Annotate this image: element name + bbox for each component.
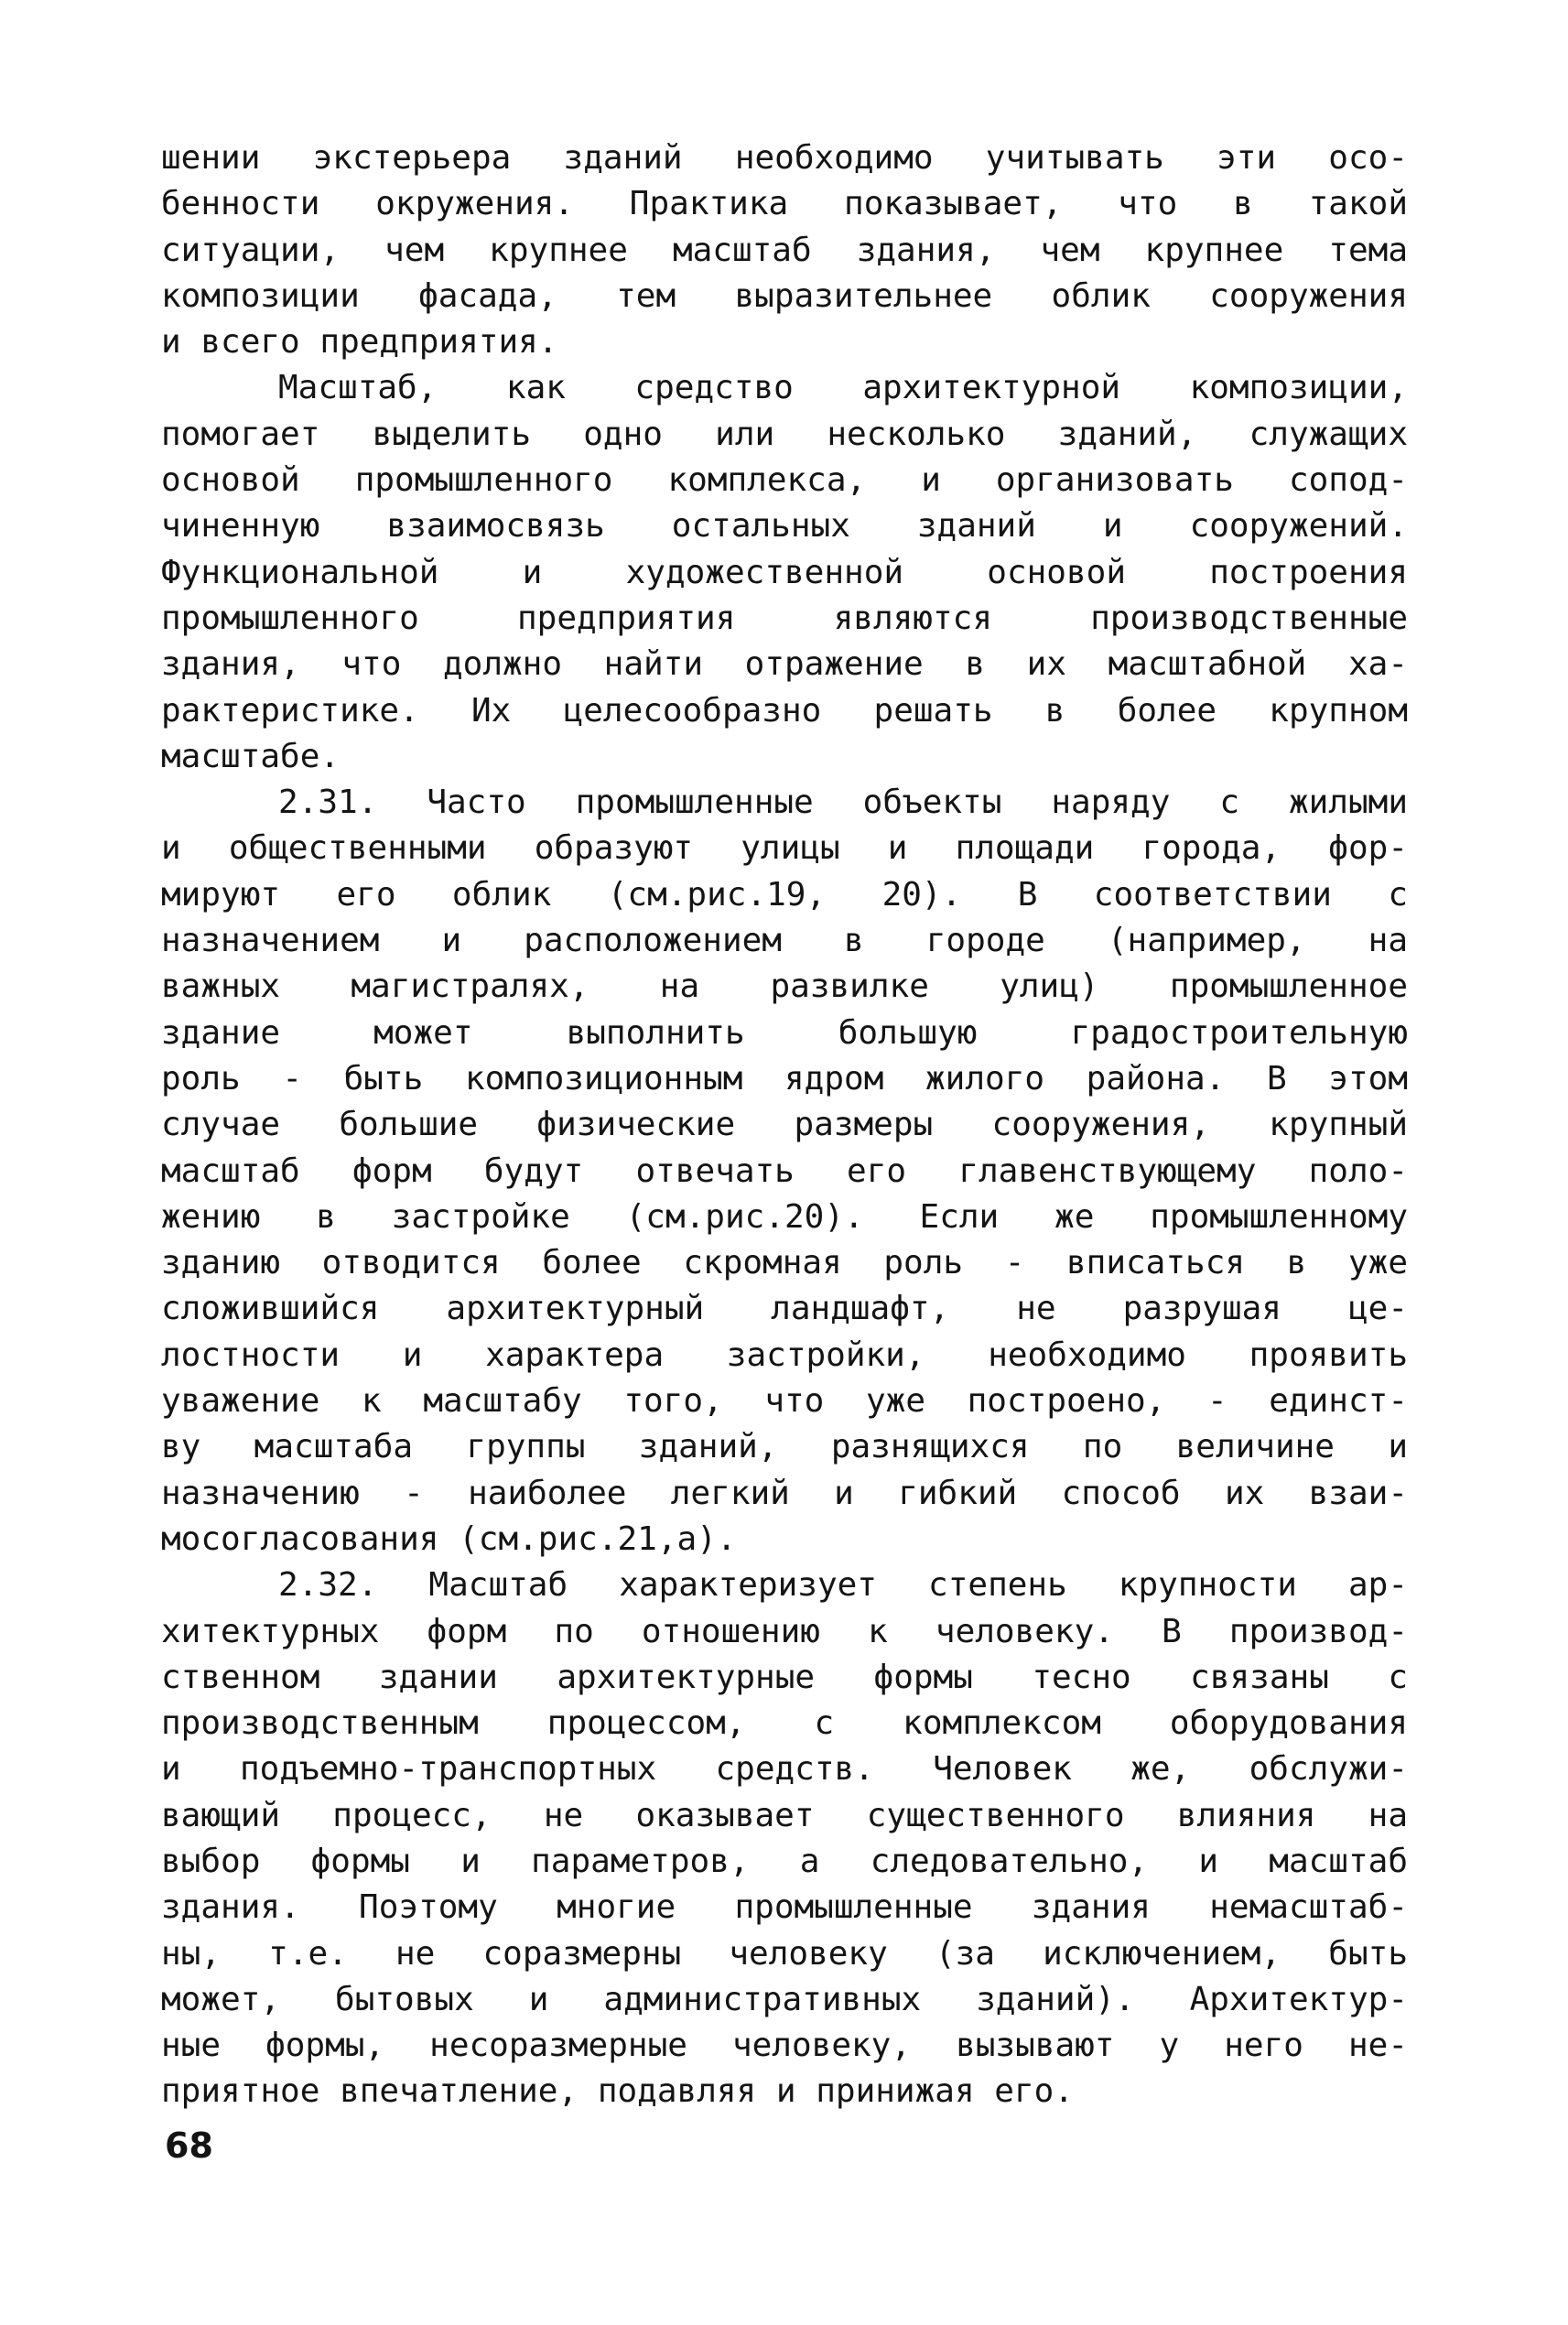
text-line: приятное впечатление, подавляя и принижая его.	[161, 2072, 1074, 2111]
text-line: мосогласования (см.рис.21,а).	[161, 1519, 737, 1558]
text-line: 2.31. Часто промышленные объекты наряду с жилыми	[278, 784, 1408, 822]
page-number: 68	[165, 2125, 213, 2166]
text-line: и всего предприятия.	[161, 323, 558, 362]
text-line: важных магистралях, на развилке улиц) промышленное	[161, 968, 1408, 1006]
text-line: масштаб форм будут отвечать его главенствующему поло-	[161, 1152, 1408, 1190]
text-line: Масштаб, как средство архитектурной композиции,	[278, 369, 1408, 407]
text-line: назначением и расположением в городе (например, на	[161, 922, 1408, 960]
text-line: уважение к масштабу того, что уже построено, - единст-	[161, 1382, 1408, 1421]
text-line: случае большие физические размеры сооружения, крупный	[161, 1106, 1408, 1144]
text-line: ны, т.е. не соразмерны человеку (за исключением, быть	[161, 1934, 1408, 1973]
text-line: производственным процессом, с комплексом оборудования	[161, 1704, 1408, 1743]
text-line: ственном здании архитектурные формы тесно связаны с	[161, 1658, 1408, 1696]
text-line: основой промышленного комплекса, и организовать сопод-	[161, 461, 1408, 500]
text-line: может, бытовых и административных зданий). Архитектур-	[161, 1980, 1408, 2018]
text-line: и общественными образуют улицы и площади города, фор-	[161, 829, 1408, 868]
text-line: здания, что должно найти отражение в их масштабной ха-	[161, 645, 1408, 684]
text-line: здание может выполнить большую градостроительную	[161, 1013, 1408, 1052]
text-line: 2.32. Масштаб характеризует степень крупности ар-	[278, 1566, 1408, 1605]
text-line: мируют его облик (см.рис.19, 20). В соответствии с	[161, 875, 1408, 914]
text-line: зданию отводится более скромная роль - вписаться в уже	[161, 1244, 1408, 1282]
text-line: и подъемно-транспортных средств. Человек же, обслужи-	[161, 1750, 1408, 1789]
body-text	[161, 135, 1408, 2115]
text-line: роль - быть композиционным ядром жилого района. В этом	[161, 1059, 1408, 1098]
text-line: ситуации, чем крупнее масштаб здания, чем крупнее тема	[161, 231, 1408, 269]
text-line: масштабе.	[161, 737, 341, 775]
text-line: выбор формы и параметров, а следовательно, и масштаб	[161, 1842, 1408, 1880]
text-line: жению в застройке (см.рис.20). Если же промышленному	[161, 1197, 1408, 1236]
text-line: лостности и характера застройки, необходимо проявить	[161, 1336, 1408, 1374]
text-line: Функциональной и художественной основой построения	[161, 553, 1408, 591]
text-line: композиции фасада, тем выразительнее облик сооружения	[161, 276, 1408, 315]
text-line: хитектурных форм по отношению к человеку. В производ-	[161, 1612, 1408, 1650]
text-line: ву масштаба группы зданий, разнящихся по величине и	[161, 1428, 1408, 1466]
text-line: рактеристике. Их целесообразно решать в более крупном	[161, 691, 1408, 730]
text-line: бенности окружения. Практика показывает, что в такой	[161, 185, 1408, 223]
text-line: ные формы, несоразмерные человеку, вызывают у него не-	[161, 2027, 1408, 2065]
text-line: здания. Поэтому многие промышленные здания немасштаб-	[161, 1888, 1408, 1927]
text-line: промышленного предприятия являются производственные	[161, 599, 1408, 637]
text-line: назначению - наиболее легкий и гибкий способ их взаи-	[161, 1474, 1408, 1512]
text-line: чиненную взаимосвязь остальных зданий и сооружений.	[161, 507, 1408, 546]
text-line: вающий процесс, не оказывает существенного влияния на	[161, 1796, 1408, 1834]
text-line: шении экстерьера зданий необходимо учитывать эти осо-	[161, 139, 1408, 177]
text-line: помогает выделить одно или несколько зданий, служащих	[161, 415, 1408, 453]
text-line: сложившийся архитектурный ландшафт, не разрушая це-	[161, 1290, 1408, 1328]
